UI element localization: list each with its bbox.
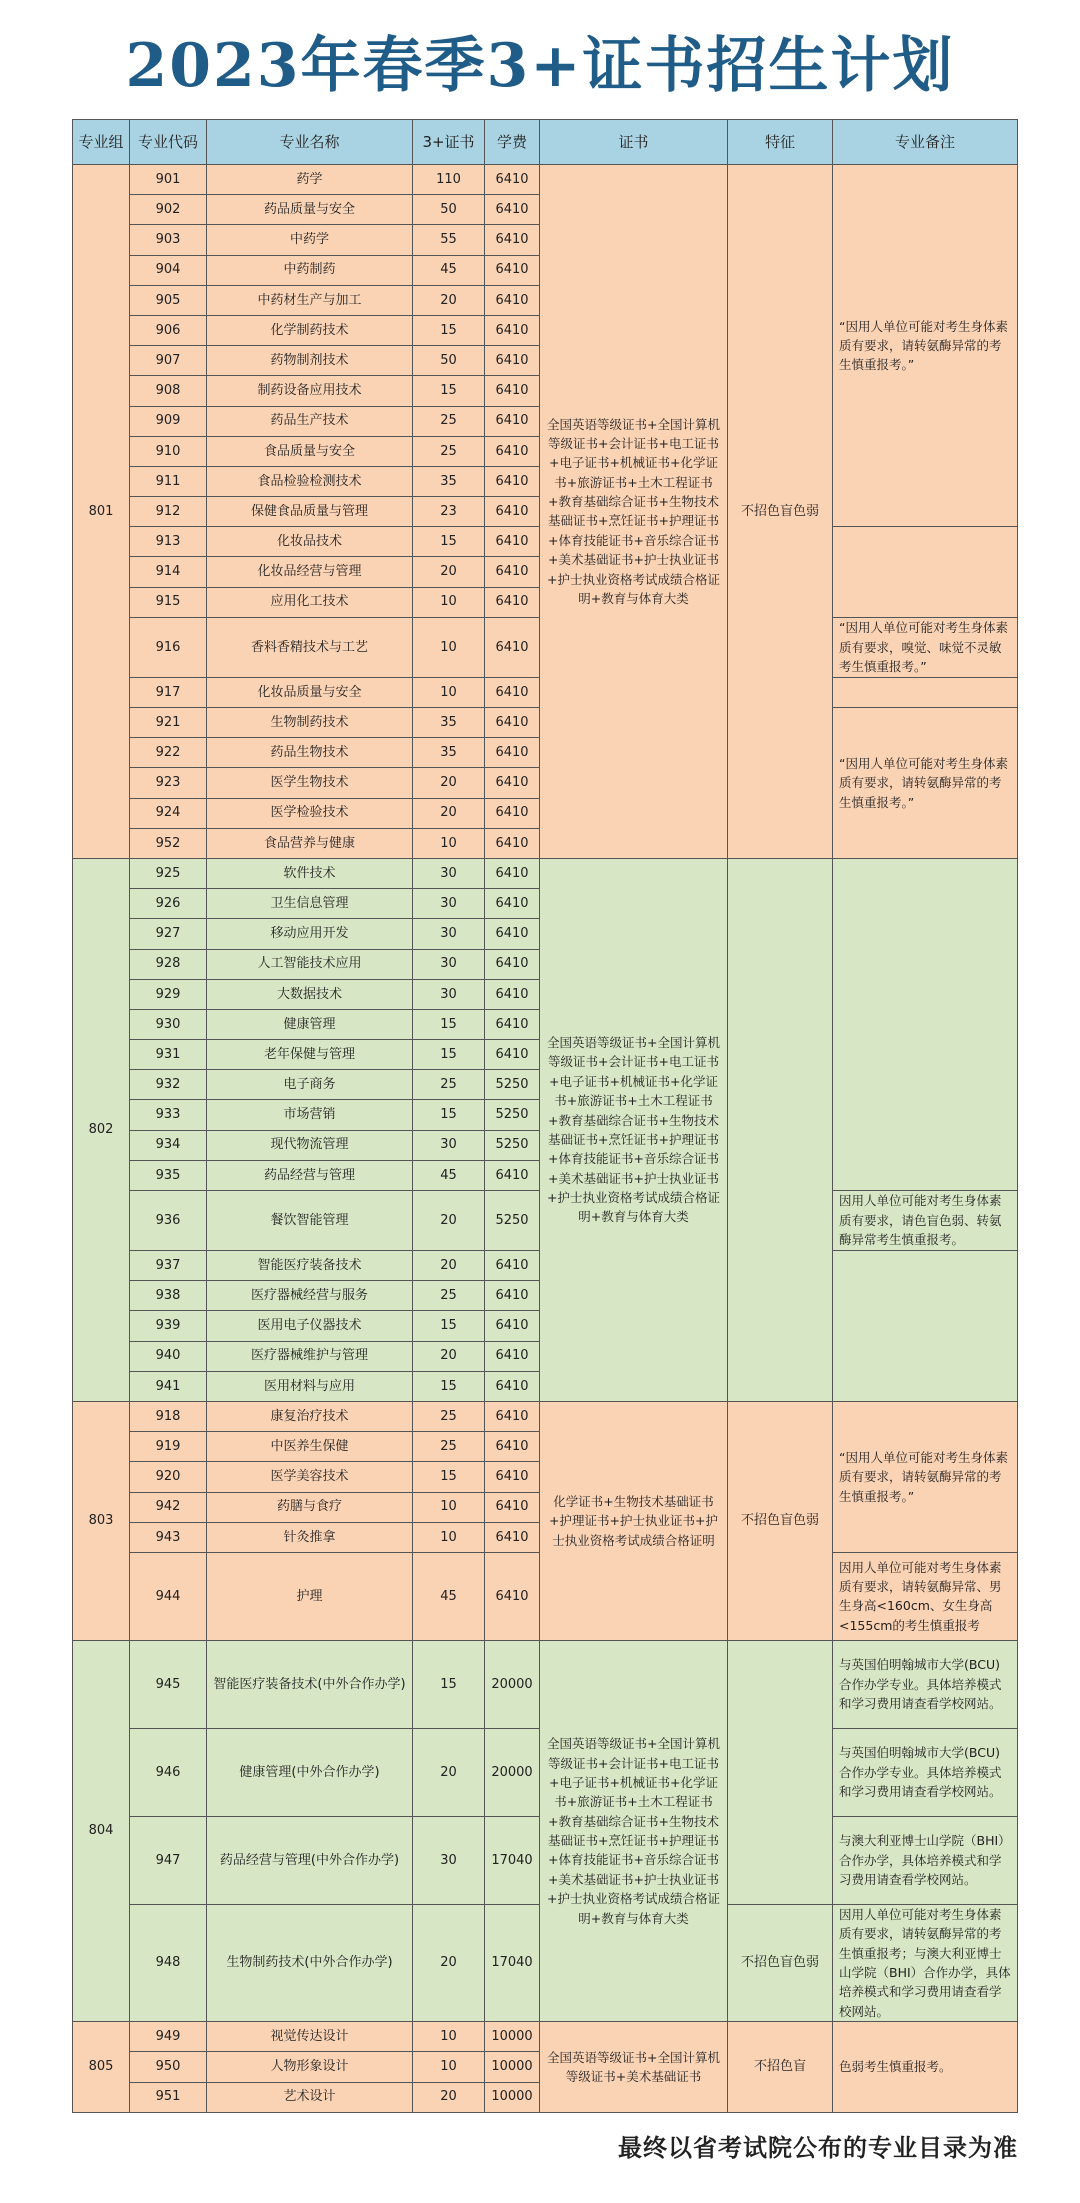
group-code-cell: 805 [73,2022,130,2113]
major-code-cell: 936 [130,1191,207,1251]
fee-cell: 6410 [485,1552,540,1640]
major-name-cell: 视觉传达设计 [207,2022,413,2052]
major-code-cell: 951 [130,2082,207,2112]
major-name-cell: 艺术设计 [207,2082,413,2112]
major-code-cell: 931 [130,1040,207,1070]
major-code-cell: 940 [130,1341,207,1371]
fee-cell: 10000 [485,2022,540,2052]
fee-cell: 6410 [485,798,540,828]
quota-cell: 35 [413,466,485,496]
remark-cell: 因用人单位可能对考生身体素质有要求，请转氨酶异常、男生身高<160cm、女生身高<155cm的考生慎重报考 [833,1552,1018,1640]
fee-cell: 6410 [485,677,540,707]
feature-cell [728,1640,833,1904]
quota-cell: 10 [413,587,485,617]
major-name-cell: 康复治疗技术 [207,1401,413,1431]
major-name-cell: 卫生信息管理 [207,889,413,919]
major-name-cell: 保健食品质量与管理 [207,497,413,527]
major-code-cell: 949 [130,2022,207,2052]
fee-cell: 6410 [485,1009,540,1039]
major-code-cell: 922 [130,738,207,768]
major-code-cell: 929 [130,979,207,1009]
major-code-cell: 917 [130,677,207,707]
major-code-cell: 943 [130,1522,207,1552]
remark-cell: “因用人单位可能对考生身体素质有要求，嗅觉、味觉不灵敏考生慎重报考。” [833,617,1018,677]
quota-cell: 10 [413,828,485,858]
major-code-cell: 905 [130,285,207,315]
fee-cell: 6410 [485,1492,540,1522]
quota-cell: 23 [413,497,485,527]
header-cert: 证书 [540,120,728,165]
plan-table [72,119,1018,2113]
quota-cell: 25 [413,406,485,436]
quota-cell: 35 [413,738,485,768]
major-name-cell: 药物制剂技术 [207,346,413,376]
quota-cell: 15 [413,1311,485,1341]
major-name-cell: 护理 [207,1552,413,1640]
major-code-cell: 904 [130,255,207,285]
major-code-cell: 907 [130,346,207,376]
feature-cell: 不招色盲色弱 [728,1904,833,2021]
major-code-cell: 946 [130,1728,207,1816]
quota-cell: 15 [413,1100,485,1130]
quota-cell: 15 [413,1462,485,1492]
major-code-cell: 927 [130,919,207,949]
table-row [73,1640,1018,1728]
major-code-cell: 948 [130,1904,207,2021]
major-code-cell: 923 [130,768,207,798]
certificate-cell: 全国英语等级证书+全国计算机等级证书+会计证书+电工证书+电子证书+机械证书+化学证书+旅游证书+土木工程证书+教育基础综合证书+生物技术基础证书+烹饪证书+护理证书+体育技能证书+音乐综合证书+美术基础证书+护士执业证书+护士执业资格考试成绩合格证明+教育与体育大类 [540,858,728,1401]
quota-cell: 10 [413,2022,485,2052]
major-code-cell: 938 [130,1281,207,1311]
fee-cell: 6410 [485,738,540,768]
quota-cell: 15 [413,527,485,557]
major-code-cell: 912 [130,497,207,527]
fee-cell: 5250 [485,1100,540,1130]
quota-cell: 20 [413,768,485,798]
fee-cell: 6410 [485,1462,540,1492]
major-code-cell: 939 [130,1311,207,1341]
fee-cell: 6410 [485,587,540,617]
major-name-cell: 中药制药 [207,255,413,285]
quota-cell: 20 [413,557,485,587]
major-code-cell: 920 [130,1462,207,1492]
quota-cell: 20 [413,1191,485,1251]
fee-cell: 6410 [485,1311,540,1341]
quota-cell: 15 [413,1640,485,1728]
major-name-cell: 针灸推拿 [207,1522,413,1552]
major-name-cell: 医用电子仪器技术 [207,1311,413,1341]
major-name-cell: 医学检验技术 [207,798,413,828]
fee-cell: 6410 [485,1281,540,1311]
quota-cell: 30 [413,858,485,888]
fee-cell: 6410 [485,195,540,225]
fee-cell: 6410 [485,708,540,738]
major-name-cell: 人物形象设计 [207,2052,413,2082]
major-code-cell: 947 [130,1816,207,1904]
fee-cell: 6410 [485,1160,540,1190]
major-code-cell: 903 [130,225,207,255]
remark-cell: “因用人单位可能对考生身体素质有要求，请转氨酶异常的考生慎重报考。” [833,165,1018,527]
quota-cell: 30 [413,889,485,919]
quota-cell: 15 [413,315,485,345]
fee-cell: 6410 [485,466,540,496]
major-code-cell: 945 [130,1640,207,1728]
major-name-cell: 食品质量与安全 [207,436,413,466]
quota-cell: 10 [413,2052,485,2082]
remark-cell [833,677,1018,707]
fee-cell: 6410 [485,1522,540,1552]
remark-cell [833,527,1018,618]
remark-cell: 与英国伯明翰城市大学(BCU)合作办学专业。具体培养模式和学习费用请查看学校网站。 [833,1728,1018,1816]
fee-cell: 6410 [485,1401,540,1431]
major-code-cell: 950 [130,2052,207,2082]
quota-cell: 25 [413,1281,485,1311]
plan-table-wrapper [72,119,1017,2113]
quota-cell: 35 [413,708,485,738]
quota-cell: 10 [413,617,485,677]
fee-cell: 6410 [485,376,540,406]
fee-cell: 6410 [485,1432,540,1462]
fee-cell: 6410 [485,858,540,888]
fee-cell: 6410 [485,889,540,919]
quota-cell: 20 [413,1251,485,1281]
quota-cell: 20 [413,2082,485,2112]
major-code-cell: 941 [130,1371,207,1401]
major-code-cell: 925 [130,858,207,888]
quota-cell: 30 [413,1130,485,1160]
fee-cell: 6410 [485,285,540,315]
fee-cell: 6410 [485,1040,540,1070]
header-group: 专业组 [73,120,130,165]
remark-cell: 因用人单位可能对考生身体素质有要求，请转氨酶异常的考生慎重报考；与澳大利亚博士山学院（BHI）合作办学，具体培养模式和学习费用请查看学校网站。 [833,1904,1018,2021]
quota-cell: 25 [413,1401,485,1431]
major-code-cell: 916 [130,617,207,677]
major-code-cell: 902 [130,195,207,225]
quota-cell: 25 [413,436,485,466]
fee-cell: 17040 [485,1816,540,1904]
quota-cell: 45 [413,255,485,285]
fee-cell: 6410 [485,527,540,557]
table-row [73,858,1018,888]
major-code-cell: 910 [130,436,207,466]
fee-cell: 6410 [485,949,540,979]
fee-cell: 6410 [485,165,540,195]
remark-cell: 色弱考生慎重报考。 [833,2022,1018,2113]
header-count: 3+证书 [413,120,485,165]
major-name-cell: 智能医疗装备技术 [207,1251,413,1281]
header-name: 专业名称 [207,120,413,165]
major-name-cell: 电子商务 [207,1070,413,1100]
fee-cell: 6410 [485,1371,540,1401]
quota-cell: 20 [413,1341,485,1371]
major-name-cell: 医疗器械经营与服务 [207,1281,413,1311]
major-code-cell: 921 [130,708,207,738]
table-row [73,2022,1018,2052]
major-name-cell: 智能医疗装备技术(中外合作办学) [207,1640,413,1728]
major-name-cell: 化妆品经营与管理 [207,557,413,587]
major-code-cell: 926 [130,889,207,919]
group-code-cell: 801 [73,165,130,859]
major-code-cell: 928 [130,949,207,979]
fee-cell: 6410 [485,497,540,527]
certificate-cell: 全国英语等级证书+全国计算机等级证书+美术基础证书 [540,2022,728,2113]
quota-cell: 55 [413,225,485,255]
major-code-cell: 906 [130,315,207,345]
major-name-cell: 移动应用开发 [207,919,413,949]
remark-cell: 与澳大利亚博士山学院（BHI）合作办学，具体培养模式和学习费用请查看学校网站。 [833,1816,1018,1904]
major-name-cell: 药品经营与管理 [207,1160,413,1190]
header-feature: 特征 [728,120,833,165]
fee-cell: 6410 [485,255,540,285]
quota-cell: 20 [413,1904,485,2021]
fee-cell: 17040 [485,1904,540,2021]
major-name-cell: 药膳与食疗 [207,1492,413,1522]
major-code-cell: 942 [130,1492,207,1522]
major-name-cell: 医疗器械维护与管理 [207,1341,413,1371]
group-code-cell: 802 [73,858,130,1401]
fee-cell: 5250 [485,1070,540,1100]
major-name-cell: 中药学 [207,225,413,255]
major-name-cell: 医用材料与应用 [207,1371,413,1401]
fee-cell: 6410 [485,225,540,255]
major-name-cell: 制药设备应用技术 [207,376,413,406]
major-code-cell: 913 [130,527,207,557]
quota-cell: 10 [413,677,485,707]
fee-cell: 6410 [485,436,540,466]
major-name-cell: 健康管理(中外合作办学) [207,1728,413,1816]
quota-cell: 15 [413,1009,485,1039]
fee-cell: 6410 [485,557,540,587]
certificate-cell: 化学证书+生物技术基础证书+护理证书+护士执业证书+护士执业资格考试成绩合格证明 [540,1401,728,1640]
table-header-row [73,120,1018,165]
major-name-cell: 生物制药技术 [207,708,413,738]
major-name-cell: 应用化工技术 [207,587,413,617]
fee-cell: 6410 [485,617,540,677]
major-name-cell: 食品检验检测技术 [207,466,413,496]
major-code-cell: 915 [130,587,207,617]
fee-cell: 20000 [485,1640,540,1728]
fee-cell: 6410 [485,315,540,345]
remark-cell: “因用人单位可能对考生身体素质有要求，请转氨酶异常的考生慎重报考。” [833,1401,1018,1552]
quota-cell: 15 [413,1371,485,1401]
major-name-cell: 现代物流管理 [207,1130,413,1160]
major-code-cell: 952 [130,828,207,858]
certificate-cell: 全国英语等级证书+全国计算机等级证书+会计证书+电工证书+电子证书+机械证书+化学证书+旅游证书+土木工程证书+教育基础综合证书+生物技术基础证书+烹饪证书+护理证书+体育技能证书+音乐综合证书+美术基础证书+护士执业证书+护士执业资格考试成绩合格证明+教育与体育大类 [540,1640,728,2021]
major-name-cell: 市场营销 [207,1100,413,1130]
major-code-cell: 932 [130,1070,207,1100]
major-name-cell: 软件技术 [207,858,413,888]
major-name-cell: 药品经营与管理(中外合作办学) [207,1816,413,1904]
quota-cell: 25 [413,1432,485,1462]
quota-cell: 45 [413,1552,485,1640]
major-name-cell: 健康管理 [207,1009,413,1039]
major-code-cell: 901 [130,165,207,195]
header-note: 专业备注 [833,120,1018,165]
fee-cell: 6410 [485,406,540,436]
quota-cell: 20 [413,1728,485,1816]
fee-cell: 6410 [485,919,540,949]
certificate-cell: 全国英语等级证书+全国计算机等级证书+会计证书+电工证书+电子证书+机械证书+化学证书+旅游证书+土木工程证书+教育基础综合证书+生物技术基础证书+烹饪证书+护理证书+体育技能证书+音乐综合证书+美术基础证书+护士执业证书+护士执业资格考试成绩合格证明+教育与体育大类 [540,165,728,859]
major-name-cell: 香料香精技术与工艺 [207,617,413,677]
fee-cell: 10000 [485,2052,540,2082]
major-code-cell: 937 [130,1251,207,1281]
major-name-cell: 人工智能技术应用 [207,949,413,979]
table-row [73,1401,1018,1431]
major-name-cell: 食品营养与健康 [207,828,413,858]
major-code-cell: 914 [130,557,207,587]
fee-cell: 5250 [485,1191,540,1251]
fee-cell: 10000 [485,2082,540,2112]
remark-cell: “因用人单位可能对考生身体素质有要求，请转氨酶异常的考生慎重报考。” [833,708,1018,859]
fee-cell: 20000 [485,1728,540,1816]
major-code-cell: 934 [130,1130,207,1160]
page-title: 2023年春季3+证书招生计划 [125,31,955,101]
quota-cell: 50 [413,195,485,225]
major-name-cell: 药品质量与安全 [207,195,413,225]
quota-cell: 15 [413,376,485,406]
major-name-cell: 化学制药技术 [207,315,413,345]
major-code-cell: 911 [130,466,207,496]
major-code-cell: 935 [130,1160,207,1190]
quota-cell: 110 [413,165,485,195]
feature-cell [728,858,833,1401]
remark-cell [833,858,1018,1190]
major-name-cell: 药学 [207,165,413,195]
quota-cell: 10 [413,1522,485,1552]
major-code-cell: 924 [130,798,207,828]
major-code-cell: 933 [130,1100,207,1130]
table-row [73,165,1018,195]
quota-cell: 50 [413,346,485,376]
major-name-cell: 餐饮智能管理 [207,1191,413,1251]
major-name-cell: 老年保健与管理 [207,1040,413,1070]
quota-cell: 30 [413,919,485,949]
major-name-cell: 药品生产技术 [207,406,413,436]
quota-cell: 20 [413,798,485,828]
major-code-cell: 919 [130,1432,207,1462]
major-code-cell: 909 [130,406,207,436]
group-code-cell: 804 [73,1640,130,2021]
fee-cell: 6410 [485,1341,540,1371]
major-code-cell: 930 [130,1009,207,1039]
header-fee: 学费 [485,120,540,165]
quota-cell: 30 [413,979,485,1009]
remark-cell: 与英国伯明翰城市大学(BCU)合作办学专业。具体培养模式和学习费用请查看学校网站。 [833,1640,1018,1728]
major-name-cell: 化妆品质量与安全 [207,677,413,707]
feature-cell: 不招色盲色弱 [728,1401,833,1640]
quota-cell: 25 [413,1070,485,1100]
major-name-cell: 药品生物技术 [207,738,413,768]
major-code-cell: 908 [130,376,207,406]
header-code: 专业代码 [130,120,207,165]
fee-cell: 6410 [485,828,540,858]
remark-cell: 因用人单位可能对考生身体素质有要求，请色盲色弱、转氨酶异常考生慎重报考。 [833,1191,1018,1251]
fee-cell: 6410 [485,1251,540,1281]
major-name-cell: 生物制药技术(中外合作办学) [207,1904,413,2021]
fee-cell: 5250 [485,1130,540,1160]
remark-cell [833,1251,1018,1402]
footer-note: 最终以省考试院公布的专业目录为准 [618,2134,1018,2162]
fee-cell: 6410 [485,346,540,376]
feature-cell: 不招色盲色弱 [728,165,833,859]
quota-cell: 30 [413,1816,485,1904]
table-body [73,165,1018,2113]
fee-cell: 6410 [485,768,540,798]
quota-cell: 30 [413,949,485,979]
major-code-cell: 918 [130,1401,207,1431]
feature-cell: 不招色盲 [728,2022,833,2113]
major-name-cell: 中医养生保健 [207,1432,413,1462]
major-name-cell: 中药材生产与加工 [207,285,413,315]
major-name-cell: 医学生物技术 [207,768,413,798]
major-name-cell: 医学美容技术 [207,1462,413,1492]
quota-cell: 10 [413,1492,485,1522]
group-code-cell: 803 [73,1401,130,1640]
fee-cell: 6410 [485,979,540,1009]
major-name-cell: 大数据技术 [207,979,413,1009]
quota-cell: 15 [413,1040,485,1070]
major-code-cell: 944 [130,1552,207,1640]
quota-cell: 20 [413,285,485,315]
quota-cell: 45 [413,1160,485,1190]
major-name-cell: 化妆品技术 [207,527,413,557]
